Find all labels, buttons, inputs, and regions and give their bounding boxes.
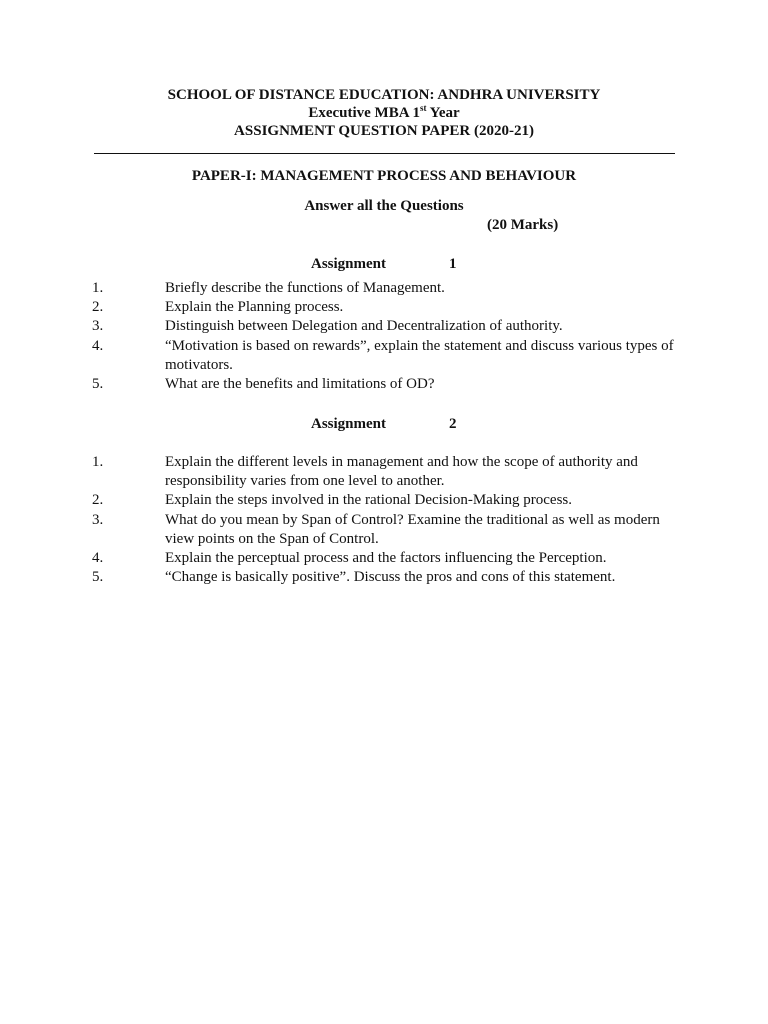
question-number: 1. xyxy=(92,454,104,470)
question-text: Distinguish between Delegation and Decentralization of authority. xyxy=(165,318,563,335)
list-item xyxy=(92,568,692,587)
assignment-number: 1 xyxy=(449,256,457,272)
question-number: 4. xyxy=(92,337,104,354)
question-text: Explain the Planning process. xyxy=(165,299,344,316)
question-text: Briefly describe the functions of Management. xyxy=(165,280,445,296)
question-number: 5. xyxy=(92,569,104,586)
assignment-number: 2 xyxy=(449,416,457,432)
question-text: “Motivation is based on rewards”, explain the statement and discuss various types of motivators. xyxy=(165,337,674,373)
list-item xyxy=(92,549,692,568)
list-item xyxy=(92,511,692,549)
list-item xyxy=(92,279,692,298)
program-title-suffix: Year xyxy=(426,105,460,121)
question-text: Explain the steps involved in the rational Decision-Making process. xyxy=(165,492,572,509)
list-item xyxy=(92,337,692,375)
paper-title: PAPER-I: MANAGEMENT PROCESS AND BEHAVIOUR xyxy=(191,168,577,184)
instruction-text: Answer all the Questions xyxy=(304,198,464,214)
list-item xyxy=(92,317,692,336)
assignment-2-questions xyxy=(92,453,692,587)
list-item xyxy=(92,491,692,510)
list-item xyxy=(92,453,692,491)
program-title-text: Executive MBA 1 xyxy=(308,105,420,121)
program-title xyxy=(0,104,768,122)
question-number: 3. xyxy=(92,318,104,335)
marks-label: (20 Marks) xyxy=(487,217,559,233)
document-header xyxy=(0,86,768,140)
question-number: 4. xyxy=(92,550,104,567)
paper-type-title: ASSIGNMENT QUESTION PAPER (2020-21) xyxy=(234,123,534,139)
list-item xyxy=(92,298,692,317)
assignment-label: Assignment xyxy=(311,416,387,432)
question-number: 1. xyxy=(92,280,104,296)
question-number: 2. xyxy=(92,299,104,316)
question-text: What do you mean by Span of Control? Examine the traditional as well as modern view points on the Span of Control. xyxy=(165,511,660,547)
question-text: “Change is basically positive”. Discuss the pros and cons of this statement. xyxy=(165,569,616,586)
question-number: 5. xyxy=(92,376,104,393)
list-item xyxy=(92,375,692,394)
question-number: 2. xyxy=(92,492,104,509)
question-text: Explain the perceptual process and the factors influencing the Perception. xyxy=(165,550,607,567)
assignment-1-questions xyxy=(92,279,692,394)
institution-title: SCHOOL OF DISTANCE EDUCATION: ANDHRA UNIVERSITY xyxy=(167,87,601,103)
question-text: What are the benefits and limitations of OD? xyxy=(165,376,435,393)
program-title-superscript: st xyxy=(419,103,427,113)
question-text: Explain the different levels in management and how the scope of authority and responsibility varies from one level to another. xyxy=(165,454,638,490)
question-number: 3. xyxy=(92,511,104,528)
header-divider xyxy=(94,153,675,154)
assignment-label: Assignment xyxy=(311,256,387,272)
